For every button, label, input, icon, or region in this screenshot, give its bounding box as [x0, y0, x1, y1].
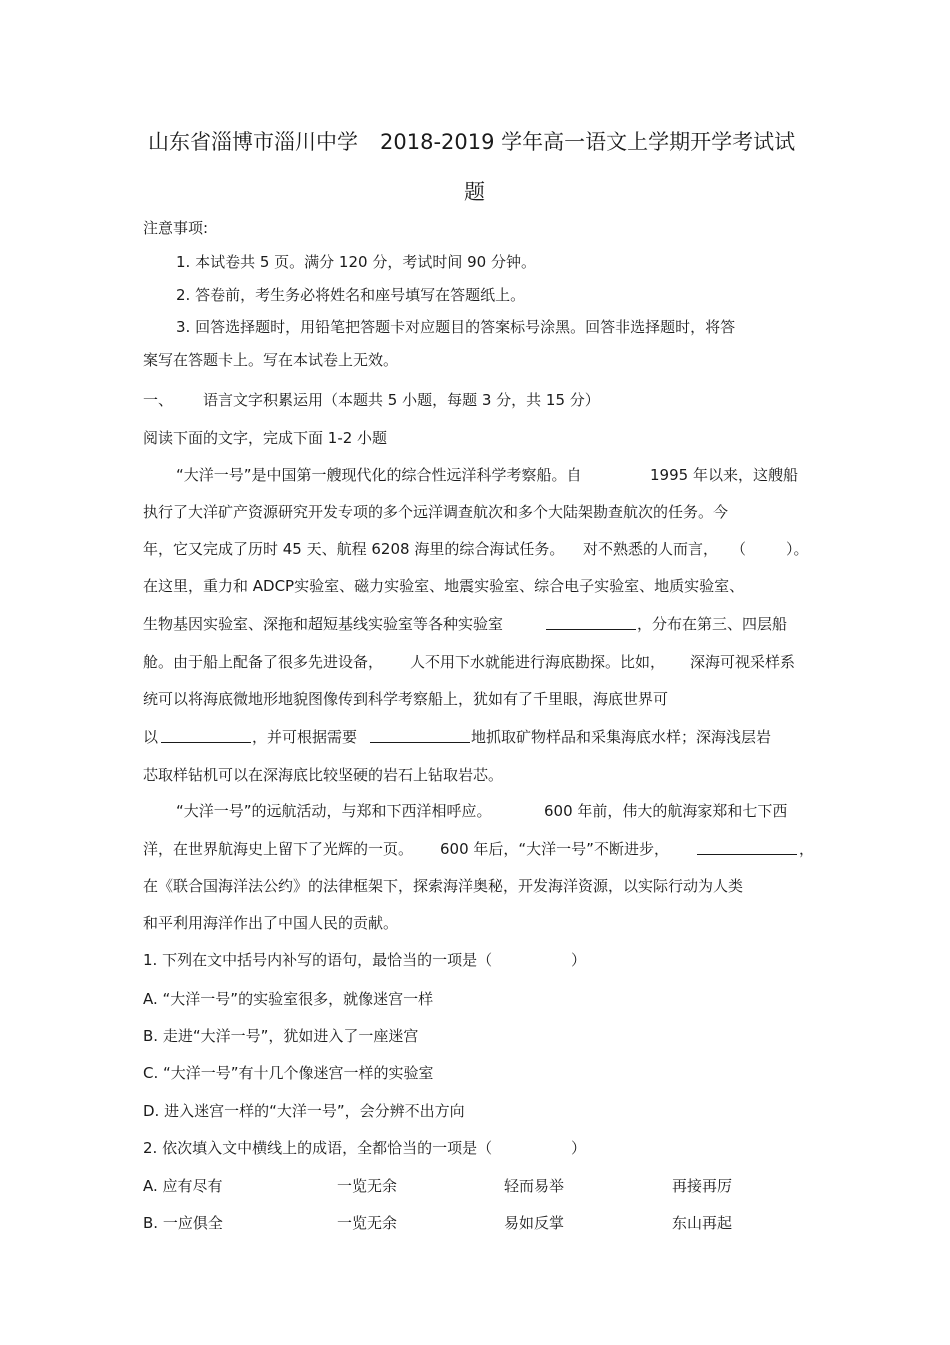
section-number: 一、: [143, 391, 174, 409]
passage-line: 1995 年以来，这艘船: [650, 466, 798, 484]
section-heading: 语言文字积累运用（本题共 5 小题，每题 3 分，共 15 分）: [203, 391, 600, 409]
passage-line: 执行了大洋矿产资源研究开发专项的多个远洋调查航次和多个大陆架勘查航次的任务。今: [143, 503, 729, 521]
question-2-option-a: A. 应有尽有: [143, 1177, 223, 1195]
notice-item-1: 1. 本试卷共 5 页。满分 120 分，考试时间 90 分钟。: [176, 253, 536, 271]
passage-line: 芯取样钻机可以在深海底比较坚硬的岩石上钻取岩芯。: [143, 766, 504, 784]
notice-item-2: 2. 答卷前，考生务必将姓名和座号填写在答题纸上。: [176, 286, 526, 304]
question-1-stem: 1. 下列在文中括号内补写的语句，最恰当的一项是（: [143, 951, 493, 969]
fill-blank-1[interactable]: [546, 614, 636, 630]
notice-item-3-cont: 案写在答题卡上。写在本试卷上无效。: [143, 351, 399, 369]
passage-line: 600 年后，“大洋一号”不断进步，: [440, 840, 669, 858]
question-1-option-a: A. “大洋一号”的实验室很多，就像迷宫一样: [143, 990, 434, 1008]
page-title-part1: 山东省淄博市淄川中学: [148, 130, 358, 154]
page-title-line2: 题: [464, 180, 485, 204]
question-1-option-b: B. 走进“大洋一号”，犹如进入了一座迷宫: [143, 1027, 419, 1045]
passage-line: 生物基因实验室、深拖和超短基线实验室等各种实验室: [143, 615, 504, 633]
page-title-part2: 2018-2019 学年高一语文上学期开学考试试: [380, 130, 796, 154]
question-2-option-b-item: 易如反掌: [504, 1214, 565, 1232]
question-2-option-a-item: 再接再厉: [672, 1177, 733, 1195]
passage-line: ，: [799, 840, 815, 858]
passage-line: 深海可视采样系: [690, 653, 796, 671]
bracket-close: ）。: [786, 540, 809, 558]
reading-instruction: 阅读下面的文字，完成下面 1-2 小题: [143, 429, 388, 447]
question-2-option-b-item: 东山再起: [672, 1214, 733, 1232]
question-2-stem: 2. 依次填入文中横线上的成语，全都恰当的一项是（: [143, 1139, 493, 1157]
passage-line: “大洋一号”是中国第一艘现代化的综合性远洋科学考察船。自: [176, 466, 582, 484]
passage-line: 地抓取矿物样品和采集海底水样；深海浅层岩: [471, 728, 772, 746]
notice-item-3: 3. 回答选择题时，用铅笔把答题卡对应题目的答案标号涂黑。回答非选择题时，将答: [176, 318, 736, 336]
passage-line: ，分布在第三、四层船: [637, 615, 788, 633]
passage-line: 人不用下水就能进行海底勘探。比如，: [410, 653, 666, 671]
question-1-bracket-close: ）: [571, 951, 587, 969]
passage-line: ，并可根据需要: [252, 728, 358, 746]
question-2-option-a-item: 一览无余: [337, 1177, 398, 1195]
question-2-option-a-item: 轻而易举: [504, 1177, 565, 1195]
passage-line: 舱。由于船上配备了很多先进设备，: [143, 653, 384, 671]
passage-line: 和平利用海洋作出了中国人民的贡献。: [143, 914, 399, 932]
question-1-option-c: C. “大洋一号”有十几个像迷宫一样的实验室: [143, 1064, 434, 1082]
fill-blank-2[interactable]: [161, 727, 251, 743]
passage-line: 对不熟悉的人而言，: [583, 540, 719, 558]
passage-line: 在《联合国海洋法公约》的法律框架下，探索海洋奥秘，开发海洋资源，以实际行动为人类: [143, 877, 744, 895]
passage-line: 洋，在世界航海史上留下了光辉的一页。: [143, 840, 414, 858]
bracket-open: （: [731, 540, 747, 558]
question-1-option-d: D. 进入迷宫一样的“大洋一号”，会分辨不出方向: [143, 1102, 465, 1120]
notice-heading: 注意事项:: [143, 219, 209, 237]
question-2-option-b: B. 一应俱全: [143, 1214, 223, 1232]
passage-line: 在这里，重力和 ADCP实验室、磁力实验室、地震实验室、综合电子实验室、地质实验室、: [143, 577, 745, 595]
passage-line: 统可以将海底微地形地貌图像传到科学考察船上，犹如有了千里眼，海底世界可: [143, 690, 669, 708]
passage-line: 以: [143, 728, 159, 746]
fill-blank-3[interactable]: [370, 727, 470, 743]
fill-blank-4[interactable]: [697, 839, 797, 855]
passage-line: 600 年前，伟大的航海家郑和七下西: [544, 802, 788, 820]
passage-line: “大洋一号”的远航活动，与郑和下西洋相呼应。: [176, 802, 492, 820]
question-2-bracket-close: ）: [571, 1139, 587, 1157]
passage-line: 年，它又完成了历时 45 天、航程 6208 海里的综合海试任务。: [143, 540, 565, 558]
question-2-option-b-item: 一览无余: [337, 1214, 398, 1232]
